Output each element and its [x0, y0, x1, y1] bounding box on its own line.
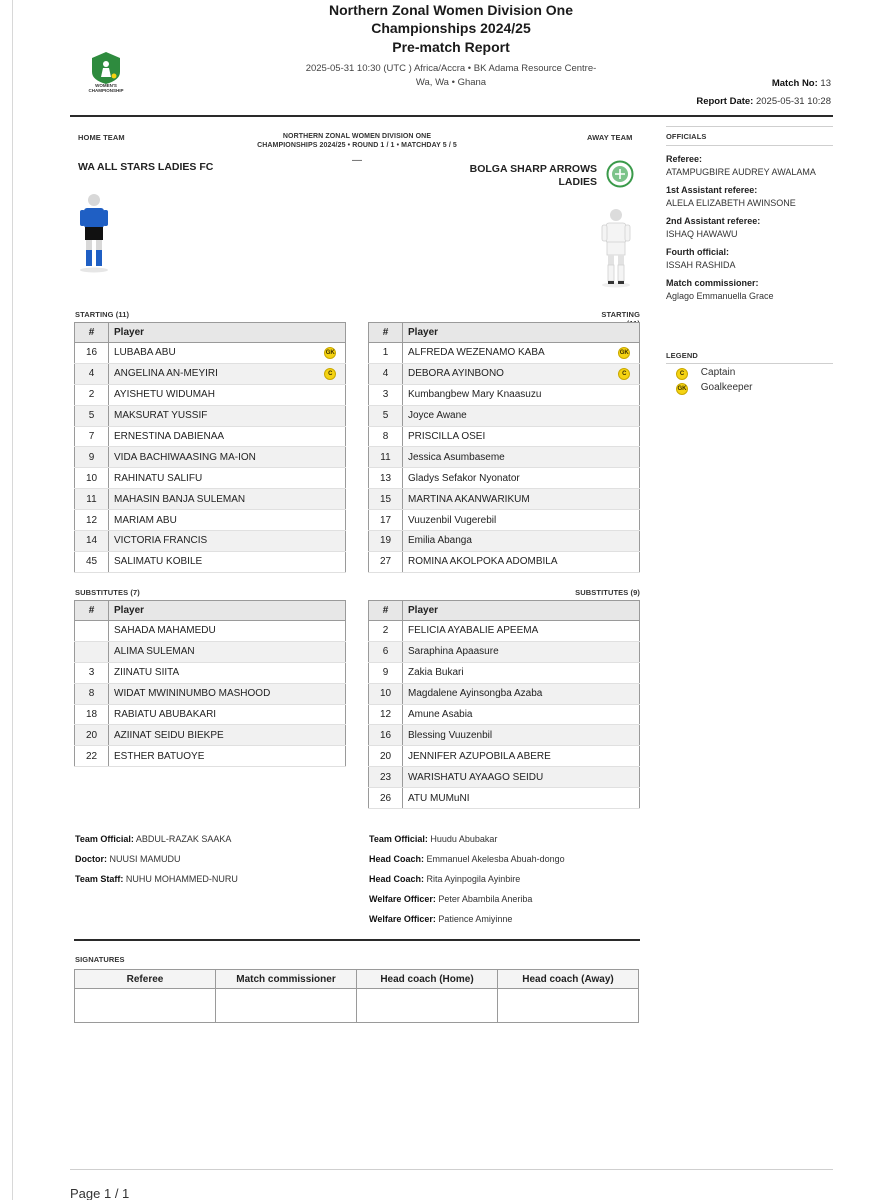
player-mark — [610, 767, 640, 788]
official-name: ISSAH RASHIDA — [666, 260, 736, 270]
table-row — [75, 662, 346, 683]
table-row — [369, 531, 640, 552]
player-mark — [316, 725, 346, 746]
player-name: ZIINATU SIITA — [109, 662, 316, 683]
player-mark — [316, 343, 346, 364]
championship-logo — [86, 50, 126, 96]
col-number-header: # — [75, 601, 109, 621]
player-name: SAHADA MAHAMEDU — [109, 621, 316, 642]
player-number: 16 — [369, 725, 403, 746]
staff-name: NUUSI MAMUDU — [109, 854, 181, 864]
col-player-header: Player — [403, 323, 640, 343]
signature-box-away-coach[interactable] — [498, 989, 639, 1023]
staff-role: Welfare Officer: — [369, 894, 436, 904]
table-row — [75, 405, 346, 426]
player-mark — [610, 662, 640, 683]
player-name: MAHASIN BANJA SULEMAN — [109, 489, 316, 510]
officials-heading: OFFICIALS — [666, 132, 707, 141]
player-number: 12 — [369, 704, 403, 725]
away-team-label: AWAY TEAM — [587, 133, 633, 142]
player-name: AYISHETU WIDUMAH — [109, 384, 316, 405]
player-mark — [610, 704, 640, 725]
header-divider — [70, 115, 833, 117]
player-mark — [316, 551, 346, 572]
legend-captain-text: Captain — [700, 367, 736, 378]
staff-name: ABDUL-RAZAK SAAKA — [135, 834, 232, 844]
player-mark — [610, 725, 640, 746]
player-number: 8 — [75, 683, 109, 704]
player-mark — [316, 384, 346, 405]
away-staff-list — [369, 834, 649, 934]
page-edge — [12, 0, 13, 1200]
col-number-header: # — [75, 323, 109, 343]
player-mark — [316, 683, 346, 704]
staff-name: Huudu Abubakar — [430, 834, 498, 844]
player-mark — [316, 510, 346, 531]
player-name: ATU MUMuNI — [403, 788, 610, 809]
home-subs-table — [74, 600, 346, 767]
player-mark — [610, 468, 640, 489]
table-row — [75, 489, 346, 510]
home-starting-table — [74, 322, 346, 573]
signatures-table — [74, 969, 639, 1023]
official-entry — [666, 278, 846, 301]
player-name: LUBABA ABU — [109, 343, 316, 364]
table-row — [75, 384, 346, 405]
away-team-name-line1: BOLGA SHARP ARROWS — [469, 163, 597, 175]
player-name: FELICIA AYABALIE APEEMA — [403, 621, 610, 642]
signature-box-home-coach[interactable] — [357, 989, 498, 1023]
table-row — [369, 426, 640, 447]
away-starting-table — [368, 322, 640, 573]
player-mark — [316, 489, 346, 510]
player-number: 16 — [75, 343, 109, 364]
player-number: 8 — [369, 426, 403, 447]
player-mark — [316, 621, 346, 642]
player-name: Kumbangbew Mary Knaasuzu — [403, 384, 610, 405]
away-kit-icon — [600, 205, 632, 289]
legend-divider — [666, 363, 833, 364]
legend-heading: LEGEND — [666, 351, 698, 360]
official-name: ISHAQ HAWAWU — [666, 229, 738, 239]
player-name: Zakia Bukari — [403, 662, 610, 683]
table-row — [369, 468, 640, 489]
player-number: 2 — [369, 621, 403, 642]
table-row — [369, 621, 640, 642]
home-shirt — [84, 208, 104, 228]
player-mark — [610, 788, 640, 809]
goalkeeper-badge-icon: GK — [618, 347, 630, 359]
table-row — [75, 725, 346, 746]
table-row — [75, 704, 346, 725]
player-number: 12 — [75, 510, 109, 531]
match-score: — — [352, 155, 362, 166]
staff-entry — [369, 894, 649, 914]
player-number: 19 — [369, 531, 403, 552]
player-number: 6 — [369, 641, 403, 662]
away-team-name — [460, 163, 597, 189]
player-mark — [610, 343, 640, 364]
player-number: 22 — [75, 746, 109, 767]
player-mark — [610, 405, 640, 426]
table-row — [75, 510, 346, 531]
official-entry — [666, 247, 846, 270]
player-mark — [610, 531, 640, 552]
table-row — [369, 363, 640, 384]
player-name: Blessing Vuuzenbil — [403, 725, 610, 746]
match-number-label: Match No: — [771, 78, 818, 89]
signature-col-home-coach: Head coach (Home) — [357, 970, 498, 989]
player-number: 4 — [75, 363, 109, 384]
table-row — [369, 384, 640, 405]
player-mark — [316, 641, 346, 662]
player-number: 9 — [369, 662, 403, 683]
report-date — [696, 96, 831, 107]
official-entry — [666, 185, 846, 208]
staff-entry — [75, 834, 355, 854]
player-name: RABIATU ABUBAKARI — [109, 704, 316, 725]
player-number: 4 — [369, 363, 403, 384]
player-mark — [610, 363, 640, 384]
away-team-name-line2: LADIES — [558, 176, 597, 188]
table-row — [369, 510, 640, 531]
staff-role: Welfare Officer: — [369, 914, 436, 924]
col-player-header: Player — [403, 601, 640, 621]
table-row — [369, 641, 640, 662]
player-number: 10 — [75, 468, 109, 489]
officials-top-divider — [666, 126, 833, 127]
away-team-crest — [606, 160, 634, 188]
signature-box-commissioner[interactable] — [216, 989, 357, 1023]
player-number: 20 — [369, 746, 403, 767]
legend-goalkeeper — [676, 382, 752, 395]
player-name: WIDAT MWININUMBO MASHOOD — [109, 683, 316, 704]
staff-role: Head Coach: — [369, 854, 425, 864]
player-number: 1 — [369, 343, 403, 364]
match-number — [772, 78, 831, 89]
player-name: AZIINAT SEIDU BIEKPE — [109, 725, 316, 746]
player-mark — [316, 426, 346, 447]
player-name: Vuuzenbil Vugerebil — [403, 510, 610, 531]
legend-captain — [676, 367, 735, 380]
col-player-header: Player — [109, 601, 346, 621]
match-location: Wa, Wa • Ghana — [415, 77, 487, 88]
player-number: 15 — [369, 489, 403, 510]
signatures-heading: SIGNATURES — [75, 955, 125, 964]
home-staff-list — [75, 834, 355, 894]
match-datetime: 2025-05-31 10:30 (UTC ) Africa/Accra • BK Adama Resource Centre- — [305, 63, 597, 74]
player-number — [75, 641, 109, 662]
officials-divider — [666, 145, 833, 146]
away-starting-label: STARTING — [601, 310, 640, 319]
staff-name: Patience Amiyinne — [438, 914, 513, 924]
captain-badge-icon: C — [324, 368, 336, 380]
footer-divider — [70, 1169, 833, 1170]
player-name: ESTHER BATUOYE — [109, 746, 316, 767]
captain-badge-icon: C — [676, 368, 688, 380]
player-name: WARISHATU AYAAGO SEIDU — [403, 767, 610, 788]
player-name: ALFREDA WEZENAMO KABA — [403, 343, 610, 364]
player-name: Amune Asabia — [403, 704, 610, 725]
col-number-header: # — [369, 601, 403, 621]
player-name: Magdalene Ayinsongba Azaba — [403, 683, 610, 704]
table-row — [75, 447, 346, 468]
player-mark — [316, 405, 346, 426]
player-name: VIDA BACHIWAASING MA-ION — [109, 447, 316, 468]
report-title-line1: Northern Zonal Women Division One — [329, 2, 573, 18]
player-number: 10 — [369, 683, 403, 704]
table-row — [369, 489, 640, 510]
home-starting-label: STARTING (11) — [75, 310, 130, 319]
player-name: RAHINATU SALIFU — [109, 468, 316, 489]
table-row — [75, 746, 346, 767]
table-row — [369, 704, 640, 725]
home-subs-label: SUBSTITUTES (7) — [75, 588, 140, 597]
official-name: ALELA ELIZABETH AWINSONE — [666, 198, 796, 208]
player-mark — [610, 447, 640, 468]
table-row — [75, 468, 346, 489]
player-number: 9 — [75, 447, 109, 468]
official-name: ATAMPUGBIRE AUDREY AWALAMA — [666, 167, 816, 177]
player-mark — [610, 683, 640, 704]
col-number-header: # — [369, 323, 403, 343]
player-number: 14 — [75, 531, 109, 552]
table-row — [75, 641, 346, 662]
report-date-value: 2025-05-31 10:28 — [755, 96, 831, 107]
player-number: 20 — [75, 725, 109, 746]
report-date-label: Report Date: — [696, 96, 754, 107]
staff-role: Team Official: — [75, 834, 134, 844]
official-role: Match commissioner: — [666, 278, 759, 288]
player-mark — [316, 468, 346, 489]
player-name: Joyce Awane — [403, 405, 610, 426]
away-kit — [600, 205, 632, 289]
player-number: 5 — [75, 405, 109, 426]
staff-entry — [369, 874, 649, 894]
player-name: MARTINA AKANWARIKUM — [403, 489, 610, 510]
home-socks — [86, 250, 92, 266]
player-name: ROMINA AKOLPOKA ADOMBILA — [403, 551, 610, 572]
player-number: 27 — [369, 551, 403, 572]
table-row — [75, 426, 346, 447]
table-row — [75, 551, 346, 572]
player-name: Jessica Asumbaseme — [403, 447, 610, 468]
staff-entry — [369, 914, 649, 934]
away-crest-icon — [606, 160, 634, 188]
player-number: 3 — [369, 384, 403, 405]
player-name: MAKSURAT YUSSIF — [109, 405, 316, 426]
staff-name: Emmanuel Akelesba Abuah-dongo — [426, 854, 565, 864]
staff-role: Head Coach: — [369, 874, 425, 884]
home-kit-icon — [78, 190, 110, 274]
table-row — [369, 343, 640, 364]
player-name: VICTORIA FRANCIS — [109, 531, 316, 552]
player-name: SALIMATU KOBILE — [109, 551, 316, 572]
report-title-line2: Championships 2024/25 — [371, 20, 531, 36]
staff-role: Team Staff: — [75, 874, 124, 884]
table-row — [369, 788, 640, 809]
table-row — [369, 725, 640, 746]
home-kit — [78, 190, 110, 274]
player-number: 45 — [75, 551, 109, 572]
away-subs-table — [368, 600, 640, 809]
player-name: ANGELINA AN-MEYIRI — [109, 363, 316, 384]
player-mark — [316, 746, 346, 767]
staff-entry — [369, 834, 649, 854]
player-number: 2 — [75, 384, 109, 405]
captain-badge-icon: C — [618, 368, 630, 380]
away-subs-label: SUBSTITUTES (9) — [575, 588, 640, 597]
goalkeeper-badge-icon: GK — [676, 383, 688, 395]
signature-col-referee: Referee — [75, 970, 216, 989]
player-mark — [610, 384, 640, 405]
table-row — [369, 405, 640, 426]
player-number — [75, 621, 109, 642]
player-mark — [610, 510, 640, 531]
table-row — [369, 767, 640, 788]
official-role: Fourth official: — [666, 247, 729, 257]
player-name: JENNIFER AZUPOBILA ABERE — [403, 746, 610, 767]
player-number: 11 — [75, 489, 109, 510]
player-mark — [610, 621, 640, 642]
staff-entry — [75, 874, 355, 894]
player-mark — [316, 363, 346, 384]
table-row — [75, 363, 346, 384]
table-row — [369, 662, 640, 683]
table-row — [75, 343, 346, 364]
table-row — [369, 746, 640, 767]
match-number-value: 13 — [820, 78, 831, 89]
player-mark — [610, 746, 640, 767]
staff-role: Team Official: — [369, 834, 428, 844]
player-mark — [316, 704, 346, 725]
table-row — [369, 551, 640, 572]
table-row — [75, 531, 346, 552]
official-entry — [666, 216, 846, 239]
home-team-name: WA ALL STARS LADIES FC — [78, 161, 214, 173]
official-role: 1st Assistant referee: — [666, 185, 758, 195]
staff-entry — [369, 854, 649, 874]
competition-line2: CHAMPIONSHIPS 2024/25 • ROUND 1 / 1 • MATCHDAY 5 / 5 — [257, 142, 457, 149]
col-player-header: Player — [109, 323, 346, 343]
staff-name: Rita Ayinpogila Ayinbire — [426, 874, 521, 884]
official-name: Aglago Emmanuella Grace — [666, 291, 774, 301]
official-entry — [666, 154, 846, 177]
player-name: Saraphina Apaasure — [403, 641, 610, 662]
signature-col-away-coach: Head coach (Away) — [498, 970, 639, 989]
player-mark — [610, 641, 640, 662]
table-row — [369, 683, 640, 704]
logo-caption: WOMEN'S CHAMPIONSHIP — [88, 83, 124, 93]
page-number: Page 1 / 1 — [70, 1186, 130, 1200]
player-name: PRISCILLA OSEI — [403, 426, 610, 447]
legend-goalkeeper-text: Goalkeeper — [700, 382, 753, 393]
player-number: 7 — [75, 426, 109, 447]
player-number: 5 — [369, 405, 403, 426]
staff-role: Doctor: — [75, 854, 107, 864]
staff-divider — [74, 939, 640, 941]
home-shorts — [85, 227, 103, 240]
player-mark — [316, 531, 346, 552]
official-role: Referee: — [666, 154, 703, 164]
officials-list — [666, 154, 846, 309]
player-number: 18 — [75, 704, 109, 725]
player-mark — [610, 489, 640, 510]
player-mark — [610, 551, 640, 572]
report-title-line3: Pre-match Report — [392, 39, 510, 55]
player-name: Emilia Abanga — [403, 531, 610, 552]
signature-col-commissioner: Match commissioner — [216, 970, 357, 989]
player-name: ALIMA SULEMAN — [109, 641, 316, 662]
player-mark — [316, 662, 346, 683]
player-number: 17 — [369, 510, 403, 531]
table-row — [75, 683, 346, 704]
goalkeeper-badge-icon: GK — [324, 347, 336, 359]
player-number: 26 — [369, 788, 403, 809]
player-mark — [610, 426, 640, 447]
staff-entry — [75, 854, 355, 874]
staff-name: Peter Abambila Aneriba — [438, 894, 533, 904]
player-number: 13 — [369, 468, 403, 489]
competition-line1: NORTHERN ZONAL WOMEN DIVISION ONE — [282, 133, 432, 140]
player-name: Gladys Sefakor Nyonator — [403, 468, 610, 489]
player-mark — [316, 447, 346, 468]
player-number: 3 — [75, 662, 109, 683]
player-name: MARIAM ABU — [109, 510, 316, 531]
staff-name: NUHU MOHAMMED-NURU — [125, 874, 238, 884]
player-name: DEBORA AYINBONO — [403, 363, 610, 384]
table-row — [369, 447, 640, 468]
player-number: 11 — [369, 447, 403, 468]
signature-box-referee[interactable] — [75, 989, 216, 1023]
home-team-label: HOME TEAM — [78, 133, 125, 142]
player-name: ERNESTINA DABIENAA — [109, 426, 316, 447]
official-role: 2nd Assistant referee: — [666, 216, 761, 226]
table-row — [75, 621, 346, 642]
player-number: 23 — [369, 767, 403, 788]
